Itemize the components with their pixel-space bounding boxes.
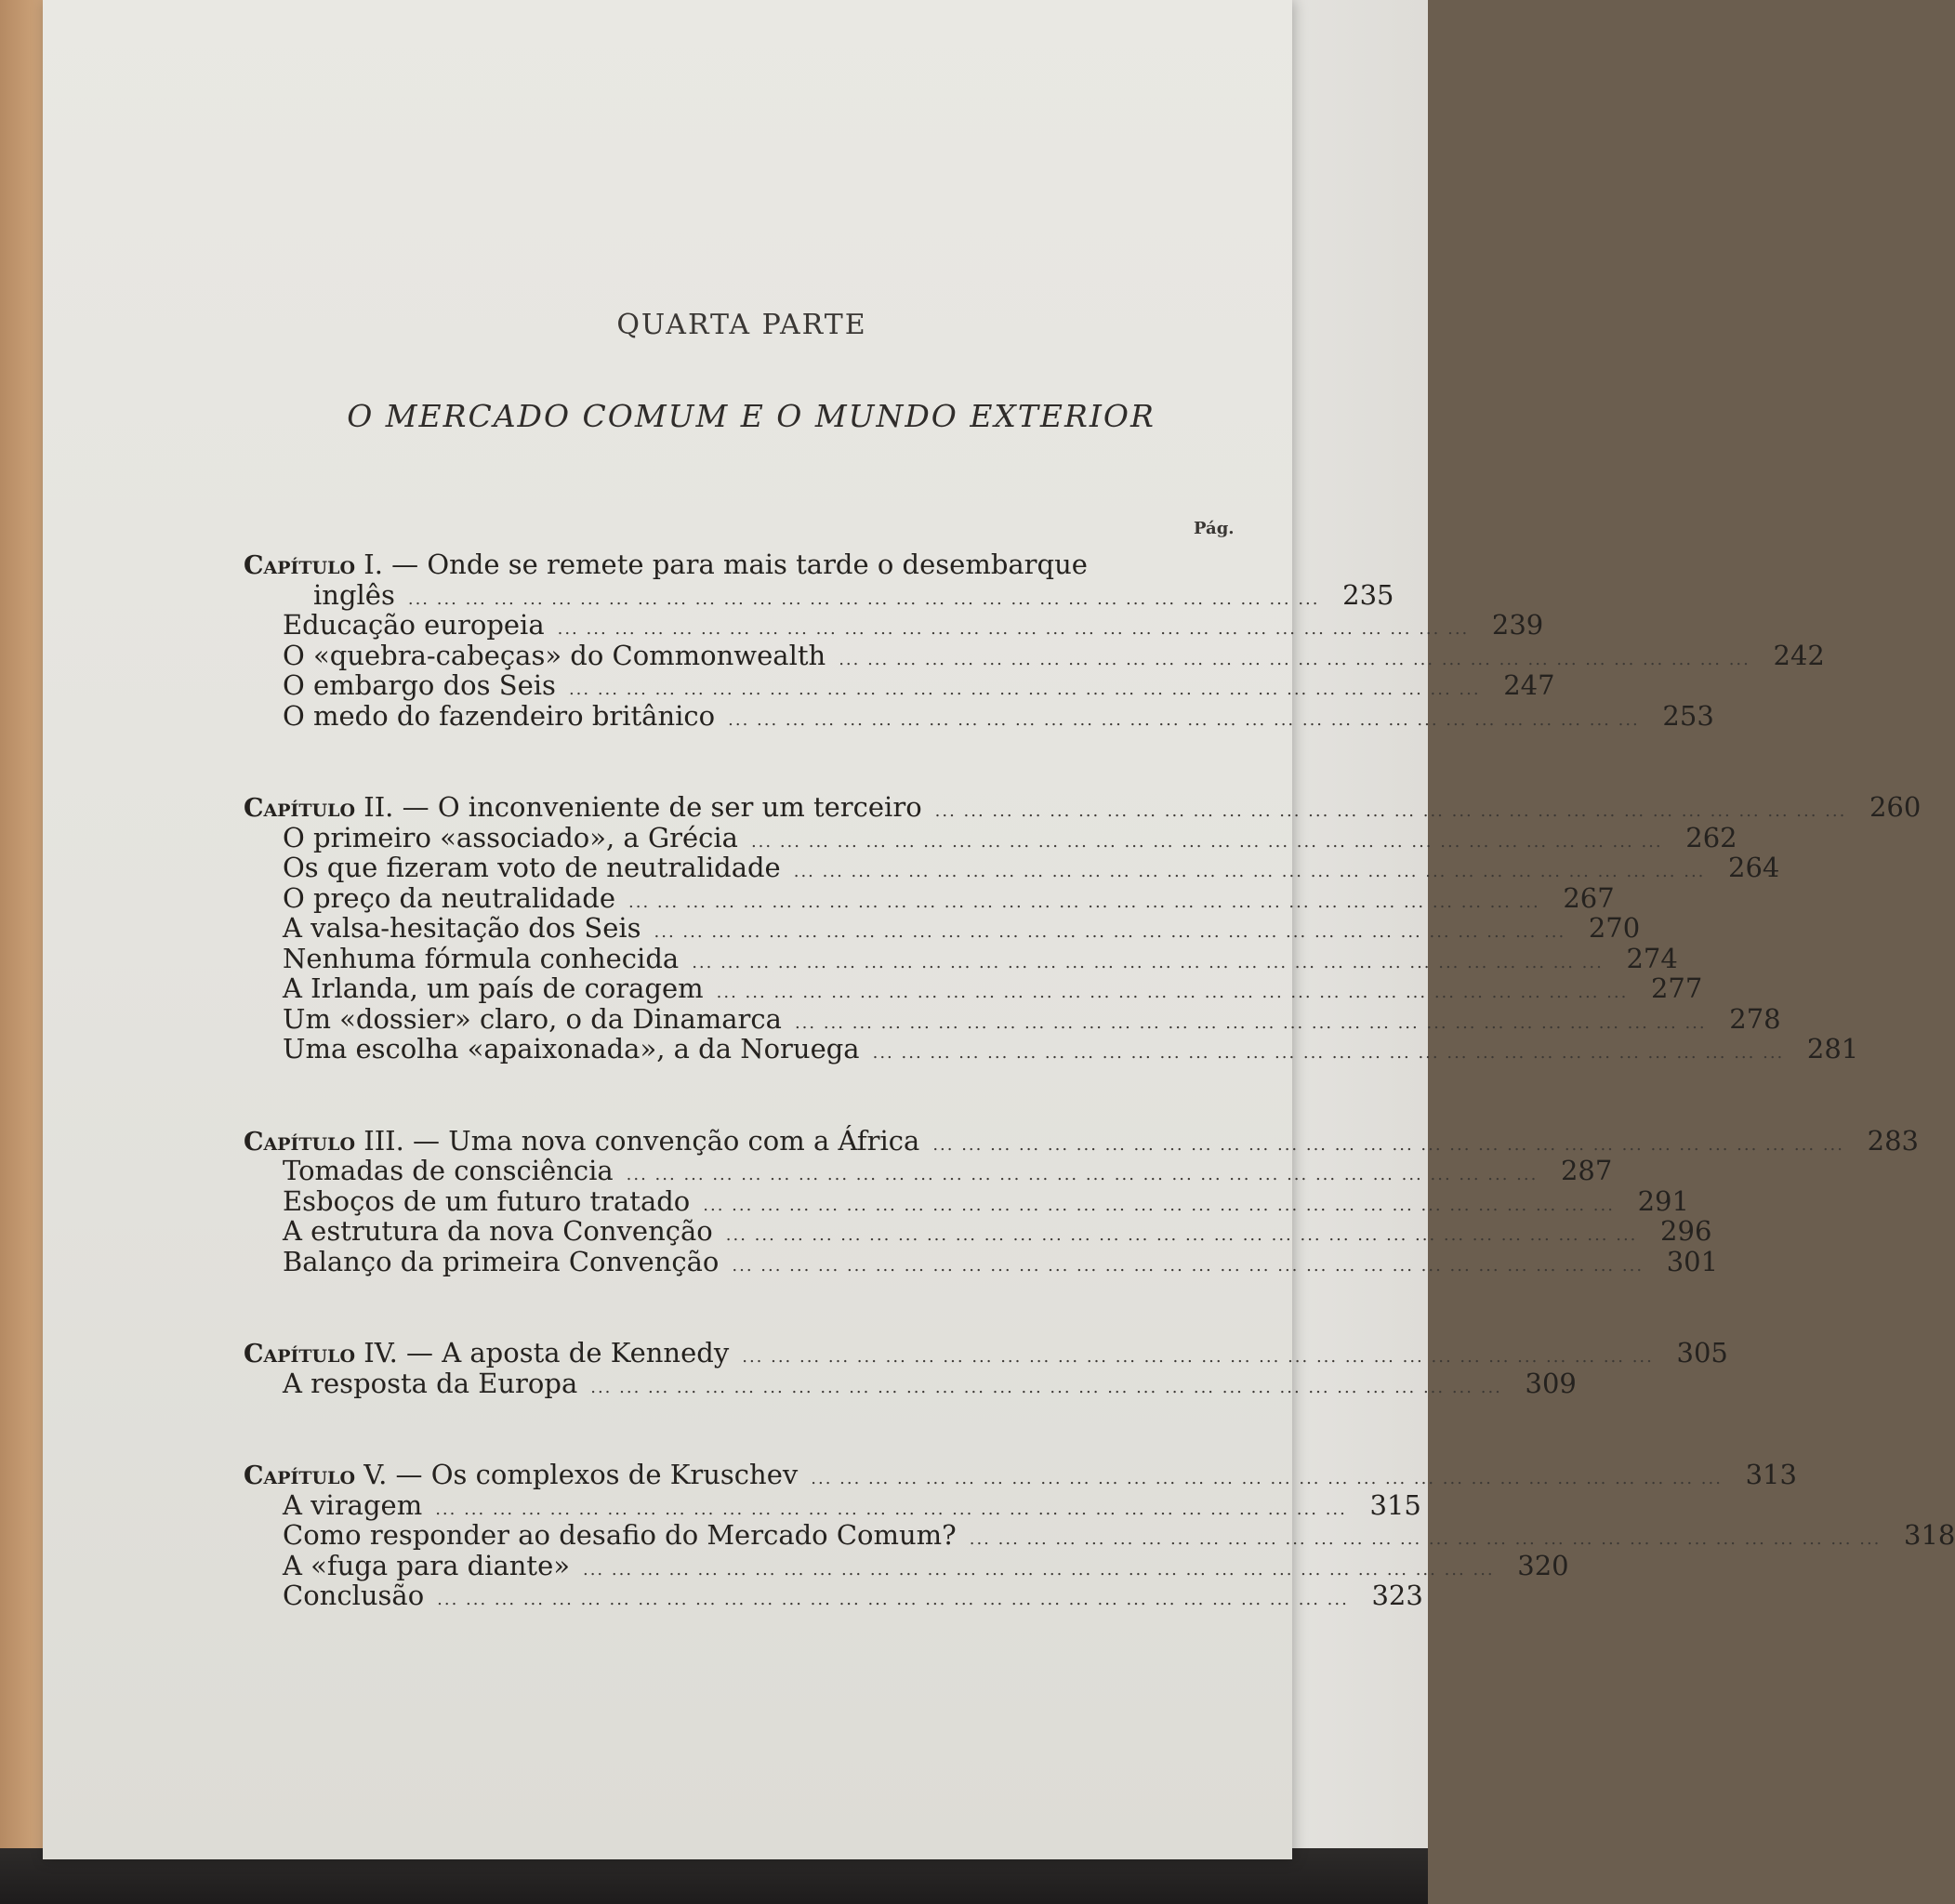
part-title: QUARTA PARTE (616, 309, 867, 341)
chapter-title: I. — Onde se remete para mais tarde o desembarque (363, 549, 1088, 580)
chapter-heading (244, 549, 1266, 579)
entry-title: O primeiro «associado», a Grécia (283, 821, 738, 853)
chapter-title: II. — O inconveniente de ser um terceiro (363, 791, 922, 823)
entry-title: Uma escolha «apaixonada», a da Noruega (283, 1033, 860, 1064)
page-number: 267 (1563, 881, 1615, 914)
entry-title: Como responder ao desafio do Mercado Comum? (283, 1519, 957, 1551)
entry-title: O medo do fazendeiro britânico (283, 699, 716, 732)
dot-leader: ... ... ... ... ... ... ... ... ... ... ... ... ... ... ... ... ... ... ... ... ... ... ... ... ... ... ... ... ... ... ... ... (626, 1165, 1539, 1184)
dot-leader: ... ... ... ... ... ... ... ... ... ... ... ... ... ... ... ... ... ... ... ... ... ... ... ... ... ... ... ... ... ... ... ... (969, 1529, 1882, 1549)
page-number: 262 (1685, 821, 1737, 853)
dot-leader: ... ... ... ... ... ... ... ... ... ... ... ... ... ... ... ... ... ... ... ... ... ... ... ... ... ... ... ... ... ... ... ... (839, 649, 1750, 669)
dot-leader: ... ... ... ... ... ... ... ... ... ... ... ... ... ... ... ... ... ... ... ... ... ... ... ... ... ... ... ... ... ... ... ... (742, 1347, 1654, 1367)
toc-entry (244, 912, 1641, 944)
page-number: 320 (1517, 1549, 1569, 1581)
chapter-heading-continuation (244, 578, 1394, 611)
entry-title: Nenhuma fórmula conhecida (283, 942, 680, 974)
chapter-title-cont: inglês (313, 578, 395, 611)
dot-leader: ... ... ... ... ... ... ... ... ... ... ... ... ... ... ... ... ... ... ... ... ... ... ... ... ... ... ... ... ... ... ... ... (628, 892, 1540, 912)
table-of-contents (244, 549, 1955, 1672)
page-number: 287 (1560, 1155, 1613, 1186)
page-number: 309 (1525, 1367, 1577, 1399)
page-number: 296 (1660, 1215, 1712, 1247)
page-number: 281 (1806, 1033, 1859, 1064)
chapter-word: Capítulo (244, 794, 356, 823)
toc-entry (244, 1002, 1781, 1035)
toc-entry (244, 699, 1714, 732)
chapter-1 (244, 549, 1825, 732)
dot-leader: ... ... ... ... ... ... ... ... ... ... ... ... ... ... ... ... ... ... ... ... ... ... ... ... ... ... ... ... ... ... ... ... (750, 831, 1663, 852)
toc-entry (244, 639, 1825, 671)
toc-entry (244, 669, 1555, 701)
entry-title: A «fuga para diante» (283, 1549, 570, 1581)
toc-entry (244, 1245, 1719, 1277)
entry-title: Tomadas de consciência (283, 1155, 614, 1186)
entry-title: A Irlanda, um país de coragem (283, 972, 704, 1004)
page-number: 274 (1626, 942, 1678, 974)
dot-leader: ... ... ... ... ... ... ... ... ... ... ... ... ... ... ... ... ... ... ... ... ... ... ... ... ... ... ... ... ... ... ... ... (725, 1225, 1638, 1245)
chapter-5 (244, 1459, 1955, 1611)
chapter-title: III. — Uma nova convenção com a África (363, 1124, 920, 1157)
entry-title: A estrutura da nova Convenção (283, 1215, 713, 1247)
entry-title: Balanço da primeira Convenção (283, 1245, 720, 1277)
page-number: 247 (1503, 669, 1555, 701)
chapter-word: Capítulo (244, 1461, 356, 1490)
page-number: 318 (1904, 1519, 1955, 1551)
entry-title: O preço da neutralidade (283, 881, 616, 914)
chapter-heading (244, 791, 1922, 823)
chapter-title: IV. — A aposta de Kennedy (363, 1337, 730, 1368)
dot-leader: ... ... ... ... ... ... ... ... ... ... ... ... ... ... ... ... ... ... ... ... ... ... ... ... ... ... ... ... ... ... ... ... (437, 1590, 1349, 1609)
dot-leader: ... ... ... ... ... ... ... ... ... ... ... ... ... ... ... ... ... ... ... ... ... ... ... ... ... ... ... ... ... ... ... ... (716, 983, 1629, 1002)
page-number: 313 (1745, 1459, 1797, 1490)
page-number: 239 (1491, 609, 1544, 641)
toc-entry (244, 1580, 1423, 1611)
dot-leader: ... ... ... ... ... ... ... ... ... ... ... ... ... ... ... ... ... ... ... ... ... ... ... ... ... ... ... ... ... ... ... ... (934, 801, 1847, 821)
toc-entry (244, 1215, 1712, 1247)
page-column-header: Pág. (1194, 519, 1235, 538)
toc-entry (244, 1155, 1613, 1186)
toc-entry (244, 609, 1544, 641)
chapter-2 (244, 791, 1922, 1064)
dot-leader: ... ... ... ... ... ... ... ... ... ... ... ... ... ... ... ... ... ... ... ... ... ... ... ... ... ... ... ... ... ... ... ... (435, 1499, 1347, 1519)
page-number: 305 (1676, 1337, 1728, 1368)
dot-leader: ... ... ... ... ... ... ... ... ... ... ... ... ... ... ... ... ... ... ... ... ... ... ... ... ... ... ... ... ... ... ... ... (568, 680, 1481, 699)
dot-leader: ... ... ... ... ... ... ... ... ... ... ... ... ... ... ... ... ... ... ... ... ... ... ... ... ... ... ... ... ... ... ... ... (732, 1255, 1645, 1276)
chapter-heading (244, 1337, 1728, 1368)
page-number: 278 (1729, 1002, 1781, 1035)
entry-title: O «quebra-cabeças» do Commonwealth (283, 639, 826, 671)
dot-leader: ... ... ... ... ... ... ... ... ... ... ... ... ... ... ... ... ... ... ... ... ... ... ... ... ... ... ... ... ... ... ... ... (692, 952, 1604, 972)
page-number: 264 (1728, 852, 1780, 883)
page-number: 301 (1666, 1245, 1719, 1277)
entry-title: Um «dossier» claro, o da Dinamarca (283, 1002, 782, 1035)
entry-title: Conclusão (283, 1580, 425, 1611)
entry-title: A resposta da Europa (283, 1367, 578, 1399)
chapter-word: Capítulo (244, 551, 356, 580)
page-number: 253 (1662, 699, 1714, 732)
dot-leader: ... ... ... ... ... ... ... ... ... ... ... ... ... ... ... ... ... ... ... ... ... ... ... ... ... ... ... ... ... ... ... ... (582, 1559, 1495, 1580)
dot-leader: ... ... ... ... ... ... ... ... ... ... ... ... ... ... ... ... ... ... ... ... ... ... ... ... ... ... ... ... ... ... ... ... (407, 588, 1320, 609)
chapter-heading (244, 1459, 1797, 1490)
toc-entry (244, 1184, 1689, 1217)
dot-leader: ... ... ... ... ... ... ... ... ... ... ... ... ... ... ... ... ... ... ... ... ... ... ... ... ... ... ... ... ... ... ... ... (872, 1043, 1785, 1063)
part-subtitle: O MERCADO COMUM E O MUNDO EXTERIOR (347, 398, 1156, 434)
toc-entry (244, 1367, 1577, 1399)
entry-title: Esboços de um futuro tratado (283, 1184, 691, 1217)
dot-leader: ... ... ... ... ... ... ... ... ... ... ... ... ... ... ... ... ... ... ... ... ... ... ... ... ... ... ... ... ... ... ... ... (728, 709, 1640, 730)
page-number: 242 (1773, 639, 1825, 671)
toc-entry (244, 1488, 1421, 1521)
dot-leader: ... ... ... ... ... ... ... ... ... ... ... ... ... ... ... ... ... ... ... ... ... ... ... ... ... ... ... ... ... ... ... ... (811, 1469, 1723, 1488)
chapter-heading (244, 1124, 1919, 1157)
page-number: 235 (1342, 578, 1394, 611)
chapter-title: V. — Os complexos de Kruschev (363, 1459, 799, 1490)
dot-leader: ... ... ... ... ... ... ... ... ... ... ... ... ... ... ... ... ... ... ... ... ... ... ... ... ... ... ... ... ... ... ... ... (703, 1195, 1615, 1215)
toc-entry (244, 821, 1737, 853)
toc-entry (244, 852, 1780, 883)
chapter-3 (244, 1124, 1919, 1277)
entry-title: O embargo dos Seis (283, 669, 556, 701)
page-number: 291 (1637, 1184, 1689, 1217)
dot-leader: ... ... ... ... ... ... ... ... ... ... ... ... ... ... ... ... ... ... ... ... ... ... ... ... ... ... ... ... ... ... ... ... (557, 619, 1470, 639)
page-number: 323 (1371, 1580, 1423, 1611)
dot-leader: ... ... ... ... ... ... ... ... ... ... ... ... ... ... ... ... ... ... ... ... ... ... ... ... ... ... ... ... ... ... ... ... (654, 922, 1566, 942)
page-number: 315 (1369, 1488, 1421, 1521)
dot-leader: ... ... ... ... ... ... ... ... ... ... ... ... ... ... ... ... ... ... ... ... ... ... ... ... ... ... ... ... ... ... ... ... (793, 862, 1706, 881)
dot-leader: ... ... ... ... ... ... ... ... ... ... ... ... ... ... ... ... ... ... ... ... ... ... ... ... ... ... ... ... ... ... ... ... (590, 1377, 1502, 1397)
toc-entry (244, 1033, 1859, 1064)
entry-title: Os que fizeram voto de neutralidade (283, 852, 781, 883)
page-number: 277 (1650, 972, 1703, 1004)
entry-title: Educação europeia (283, 609, 545, 641)
toc-entry (244, 1549, 1569, 1581)
chapter-4 (244, 1337, 1728, 1399)
page-number: 283 (1867, 1124, 1919, 1157)
entry-title: A valsa-hesitação dos Seis (283, 912, 641, 944)
toc-entry (244, 881, 1615, 914)
page-number: 260 (1869, 791, 1922, 823)
chapter-word: Capítulo (244, 1127, 356, 1157)
entry-title: A viragem (283, 1488, 423, 1521)
toc-entry (244, 1519, 1955, 1551)
dot-leader: ... ... ... ... ... ... ... ... ... ... ... ... ... ... ... ... ... ... ... ... ... ... ... ... ... ... ... ... ... ... ... ... (794, 1012, 1707, 1033)
chapter-word: Capítulo (244, 1340, 356, 1368)
toc-entry (244, 972, 1703, 1004)
page-number: 270 (1588, 912, 1641, 944)
toc-entry (244, 942, 1678, 974)
dot-leader: ... ... ... ... ... ... ... ... ... ... ... ... ... ... ... ... ... ... ... ... ... ... ... ... ... ... ... ... ... ... ... ... (932, 1134, 1844, 1155)
